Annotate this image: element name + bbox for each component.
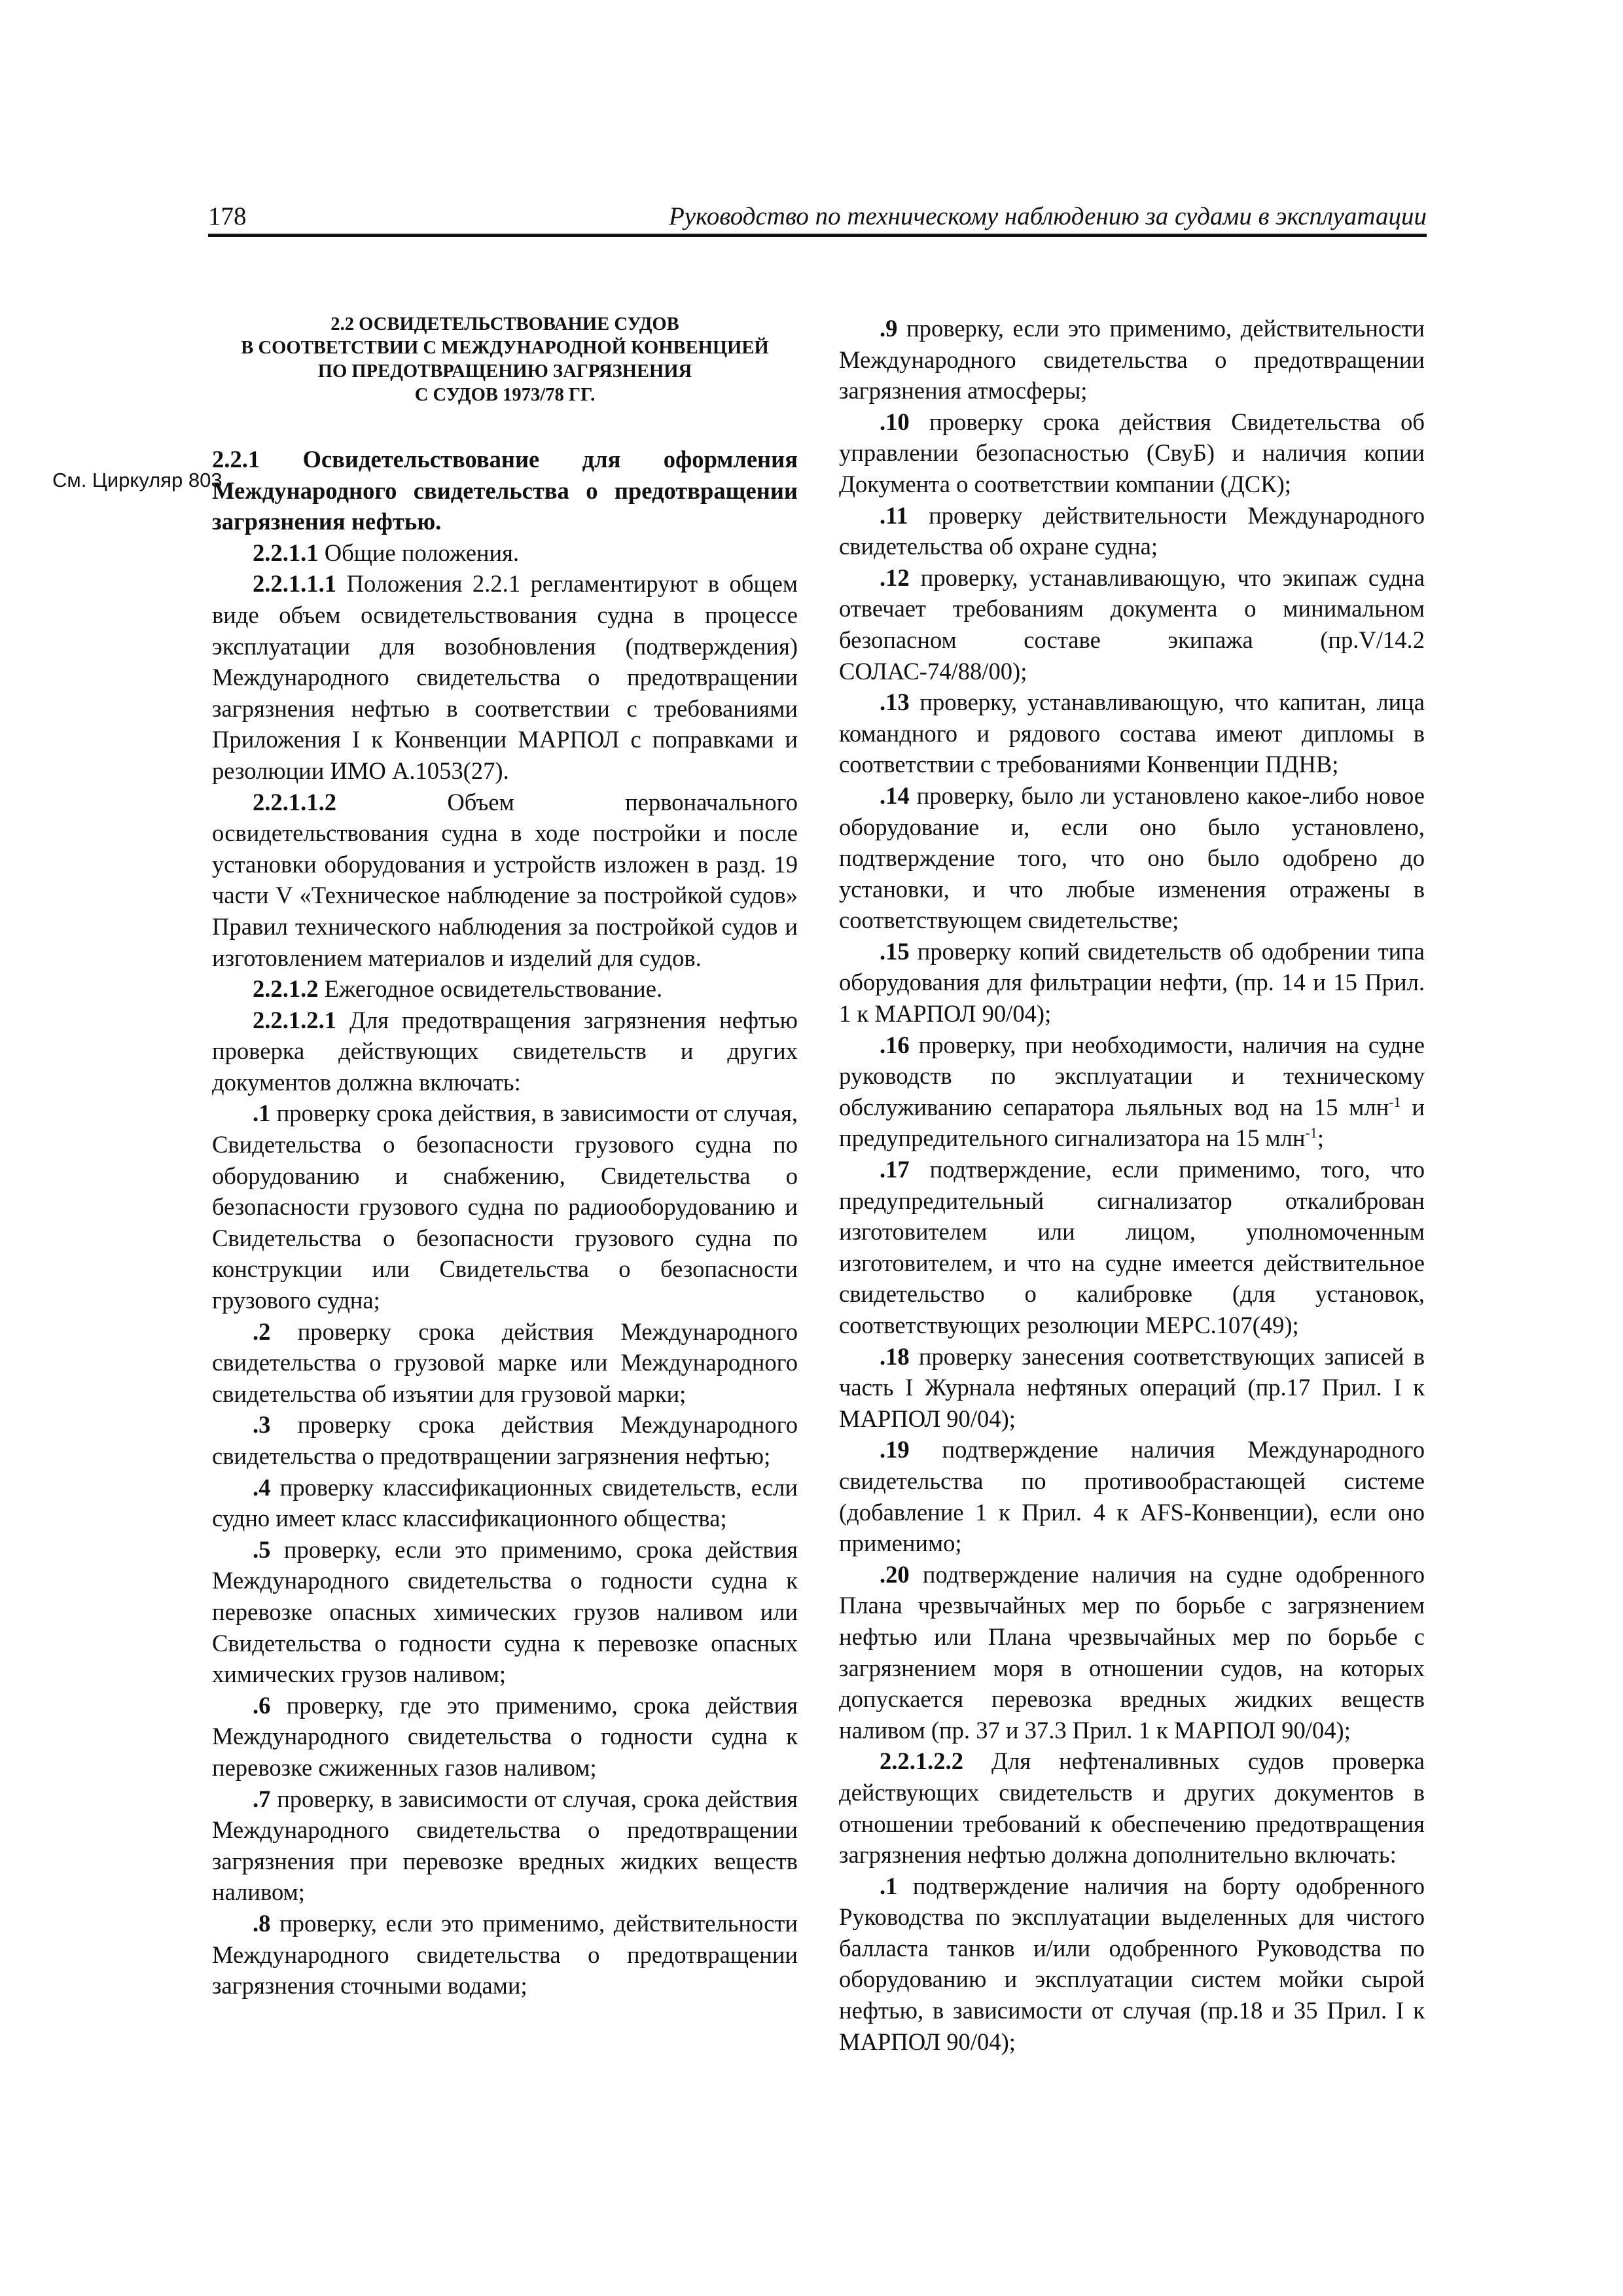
item-number: .5: [253, 1535, 271, 1563]
item-text: проверку, где это применимо, срока действия Международного свидетельства о годности судна к перевозке сжиженных газов наливом;: [212, 1691, 798, 1781]
section-heading-line: ПО ПРЕДОТВРАЩЕНИЮ ЗАГРЯЗНЕНИЯ: [317, 361, 692, 382]
list-item: [839, 687, 1425, 780]
item-text: проверку, при необходимости, наличия на судне руководств по эксплуатации и техническому обслуживанию сепаратора льяльных вод на 15 млн: [839, 1031, 1425, 1121]
item-number: .9: [880, 315, 898, 342]
item-number: .1: [880, 1872, 898, 1899]
item-number: .14: [880, 781, 910, 809]
page-header: [208, 195, 1427, 234]
paragraph-2-2-1-1: [212, 537, 798, 569]
item-text: проверку, устанавливающую, что экипаж судна отвечает требованиям документа о минимальном безопасном составе экипажа (пр.V/14.2 СОЛАС-74/88/00);: [839, 564, 1425, 685]
item-text: проверку срока действия Международного свидетельства о предотвращении загрязнения нефтью;: [212, 1411, 798, 1469]
item-number: .19: [880, 1436, 910, 1463]
list-item: [839, 1559, 1425, 1746]
item-text: проверку классификационных свидетельств, если судно имеет класс классификационного общества;: [212, 1473, 798, 1532]
clause-text: Для предотвращения загрязнения нефтью проверка действующих свидетельств и других документов должна включать:: [212, 1006, 798, 1096]
superscript: -1: [1389, 1093, 1401, 1110]
item-text: проверку копий свидетельств об одобрении типа оборудования для фильтрации нефти, (пр. 14 и 15 Прил. 1 к МАРПОЛ 90/04);: [839, 937, 1425, 1028]
item-number: .7: [253, 1785, 271, 1812]
paragraph-2-2-1-2-1: [212, 1005, 798, 1098]
running-title: Руководство по техническому наблюдению за судами в эксплуатации: [668, 202, 1427, 230]
item-number: .1: [253, 1100, 271, 1127]
item-text: и предупредительного сигнализатора на 15 млн: [839, 1093, 1425, 1152]
clause-number: 2.2.1.2.2: [880, 1748, 964, 1775]
item-text: проверку, если это применимо, действительности Международного свидетельства о предотвращении загрязнения атмосферы;: [839, 315, 1425, 404]
list-item: [212, 1908, 798, 2001]
left-column: [212, 313, 798, 2001]
list-item: [839, 1434, 1425, 1558]
clause-number: 2.2.1: [212, 446, 260, 473]
item-text: проверку срока действия, в зависимости от случая, Свидетельства о безопасности грузового судна по оборудованию и снабжению, Свидетельства о безопасности грузового судна по радиооборудованию и Свидетельства о безопасности грузового судна по конструкции или Свидетельства о безопасности грузового судна;: [212, 1100, 798, 1314]
list-item: [839, 406, 1425, 500]
clause-text: Общие положения.: [318, 539, 520, 566]
list-item: [212, 1316, 798, 1410]
item-number: .6: [253, 1691, 271, 1719]
list-item: [839, 1341, 1425, 1435]
clause-text: Объем первоначального освидетельствования судна в ходе постройки и после установки оборудования и устройств изложен в разд. 19 части V «Техническое наблюдение за постройкой судов» Правил технического наблюдения за постройкой судов и изготовлением материалов и изделий для судов.: [212, 788, 798, 971]
section-heading-line: В СООТВЕТСТВИИ С МЕЖДУНАРОДНОЙ КОНВЕНЦИЕЙ: [241, 338, 769, 358]
paragraph-2-2-1-2-2: [839, 1746, 1425, 1870]
list-item: [839, 562, 1425, 687]
clause-number: 2.2.1.2.1: [253, 1006, 337, 1033]
list-item: [839, 936, 1425, 1030]
paragraph-2-2-1-1-2: [212, 787, 798, 974]
paragraph-2-2-1-2: [212, 973, 798, 1005]
clause-number: 2.2.1.1: [253, 539, 319, 566]
page-number: 178: [208, 202, 247, 230]
item-text: проверку, если это применимо, действительности Международного свидетельства о предотвращении загрязнения сточными водами;: [212, 1909, 798, 2000]
list-item: [212, 1409, 798, 1471]
item-number: .17: [880, 1156, 910, 1183]
item-number: .12: [880, 564, 910, 591]
header-rule: [208, 234, 1427, 237]
item-text: подтверждение наличия на борту одобренного Руководства по эксплуатации выделенных для чистого балласта танков и/или одобренного Руководства по оборудованию и эксплуатации систем мойки сырой нефтью, в зависимости от случая (пр.18 и 35 Прил. I к МАРПОЛ 90/04);: [839, 1872, 1425, 2055]
clause-text: Положения 2.2.1 регламентируют в общем виде объем освидетельствования судна в процессе эксплуатации для возобновления (подтверждения) Международного свидетельства о предотвращении загрязнения нефтью в соответствии с требованиями Приложения I к Конвенции МАРПОЛ с поправками и резолюции ИМО А.1053(27).: [212, 570, 798, 784]
clause-number: 2.2.1.1.2: [253, 788, 337, 816]
list-item: [839, 1030, 1425, 1154]
item-number: .4: [253, 1473, 271, 1501]
item-number: .3: [253, 1411, 271, 1439]
list-item: [839, 313, 1425, 406]
clause-text: Освидетельствование для оформления Международного свидетельства о предотвращении загрязнения нефтью.: [212, 446, 798, 535]
section-heading-line: С СУДОВ 1973/78 ГГ.: [414, 385, 596, 405]
list-item: [839, 1154, 1425, 1341]
clause-text: Для нефтеналивных судов проверка действующих свидетельств и других документов в отношении требований к обеспечению предотвращения загрязнения нефтью должна дополнительно включать:: [839, 1748, 1425, 1869]
item-text: подтверждение наличия Международного свидетельства по противообрастающей системе (добавление 1 к Прил. 4 к AFS-Конвенции), если оно применимо;: [839, 1436, 1425, 1557]
item-number: .15: [880, 937, 910, 965]
list-item: [212, 1534, 798, 1690]
item-text: проверку срока действия Международного свидетельства о грузовой марке или Международного свидетельства об изъятии для грузовой марки;: [212, 1318, 798, 1407]
item-number: .20: [880, 1560, 910, 1588]
item-text: подтверждение, если применимо, того, что предупредительный сигнализатор откалиброван изготовителем или лицом, уполномоченным изготовителем, и что на судне имеется действительное свидетельство о калибровке (для установок, соответствующих резолюции МЕРС.107(49);: [839, 1156, 1425, 1338]
item-number: .8: [253, 1909, 271, 1937]
paragraph-2-2-1: [212, 444, 798, 537]
circular-reference-note: См. Циркуляр 803: [52, 469, 223, 492]
clause-number: 2.2.1.1.1: [253, 570, 337, 598]
item-number: .18: [880, 1342, 910, 1370]
item-text: проверку, в зависимости от случая, срока действия Международного свидетельства о предотвращении загрязнения при перевозке вредных жидких веществ наливом;: [212, 1785, 798, 1906]
item-number: .11: [880, 501, 908, 529]
item-text: проверку занесения соответствующих записей в часть I Журнала нефтяных операций (пр.17 Прил. I к МАРПОЛ 90/04);: [839, 1342, 1425, 1432]
section-heading-line: 2.2 ОСВИДЕТЕЛЬСТВОВАНИЕ СУДОВ: [330, 314, 679, 334]
right-column: [839, 313, 1425, 2057]
item-text: проверку, если это применимо, срока действия Международного свидетельства о годности судна к перевозке опасных химических грузов наливом или Свидетельства о годности судна к перевозке опасных химических грузов наливом;: [212, 1535, 798, 1688]
item-text: подтверждение наличия на судне одобренного Плана чрезвычайных мер по борьбе с загрязнением нефтью или Плана чрезвычайных мер по борьбе с загрязнением моря в отношении судов, на которых допускается перевозка вредных жидких веществ наливом (пр. 37 и 37.3 Прил. 1 к МАРПОЛ 90/04);: [839, 1560, 1425, 1744]
list-item: [212, 1784, 798, 1908]
item-text: проверку, устанавливающую, что капитан, лица командного и рядового состава имеют дипломы в соответствии с требованиями Конвенции ПДНВ;: [839, 689, 1425, 778]
clause-text: Ежегодное освидетельствование.: [318, 975, 663, 1003]
list-item: [839, 500, 1425, 562]
list-item: [839, 780, 1425, 936]
list-item: [212, 1690, 798, 1784]
item-number: .13: [880, 689, 910, 716]
superscript: -1: [1305, 1124, 1317, 1141]
item-text: проверку действительности Международного свидетельства об охране судна;: [839, 501, 1425, 560]
list-item: [212, 1472, 798, 1534]
item-text: проверку срока действия Свидетельства об управлении безопасностью (СвуБ) и наличия копии Документа о соответствии компании (ДСК);: [839, 408, 1425, 497]
item-text: ;: [1317, 1124, 1324, 1152]
section-heading: [212, 313, 798, 407]
item-text: проверку, было ли установлено какое-либо новое оборудование и, если оно было установлено, подтверждение того, что оно было одобрено до установки, и что любые изменения отражены в соответствующем свидетельстве;: [839, 781, 1425, 934]
item-number: .10: [880, 408, 910, 435]
list-item: [212, 1098, 798, 1316]
item-number: .16: [880, 1031, 910, 1058]
item-number: .2: [253, 1318, 271, 1345]
paragraph-2-2-1-1-1: [212, 568, 798, 786]
list-item: [839, 1871, 1425, 2058]
clause-number: 2.2.1.2: [253, 975, 319, 1003]
